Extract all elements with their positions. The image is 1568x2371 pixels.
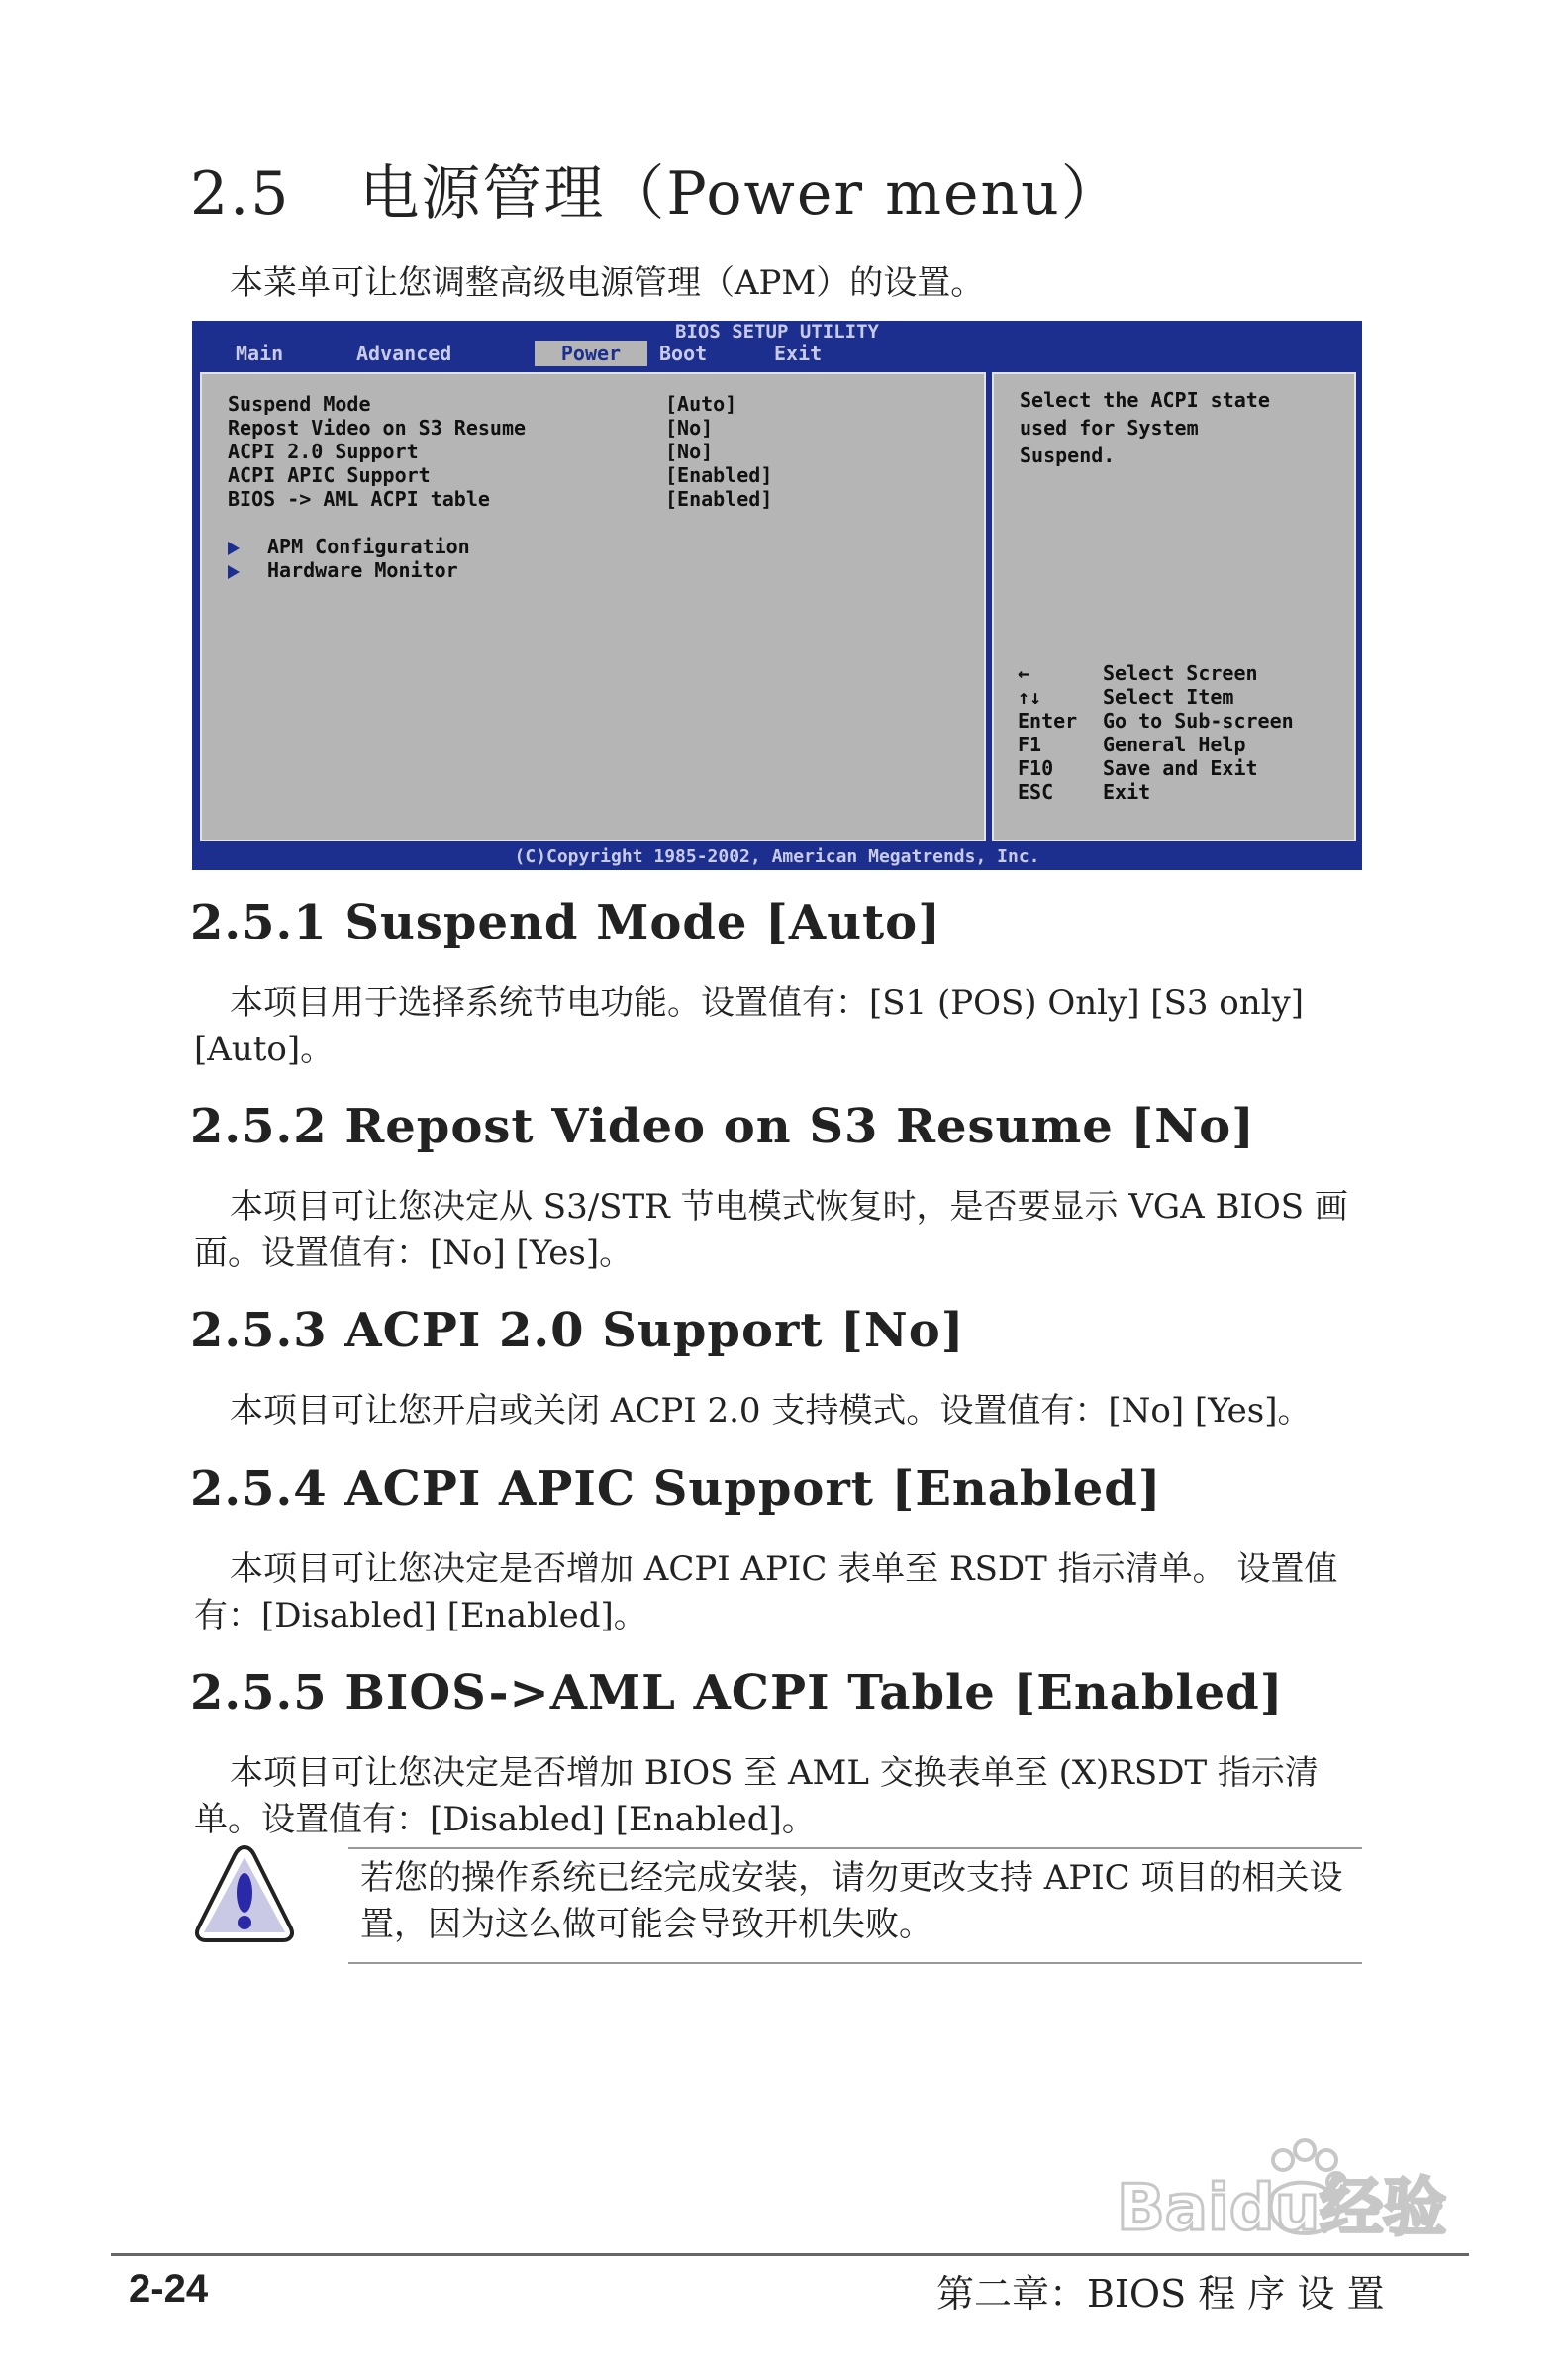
key-legend-row <box>1018 733 1246 756</box>
section-body-text: 本项目用于选择系统节电功能。设置值有：[S1 (POS) Only] [S3 only] [Auto]。 <box>194 983 1305 1069</box>
help-text-line: Suspend. <box>1020 444 1116 467</box>
note-divider-top <box>348 1847 1362 1849</box>
help-text-line: used for System <box>1020 416 1199 440</box>
key-legend-row <box>1018 780 1150 804</box>
section-body-text: 本项目可让您开启或关闭 ACPI 2.0 支持模式。设置值有：[No] [Yes]。 <box>230 1391 1312 1431</box>
key-legend-row <box>1018 756 1258 780</box>
tab-exit[interactable]: Exit <box>774 342 823 365</box>
section-body-2-5-3 <box>194 1388 1362 1434</box>
note-divider-bottom <box>348 1962 1362 1964</box>
key-legend-row <box>1018 661 1258 685</box>
key-up-down-arrow-icon: ↑↓ <box>1018 685 1042 709</box>
page-number: 2-24 <box>129 2267 209 2311</box>
help-text-line: Select the ACPI state <box>1020 388 1270 412</box>
setting-label: Repost Video on S3 Resume <box>228 416 527 440</box>
intro-text: 本菜单可让您调整高级电源管理（APM）的设置。 <box>230 263 985 303</box>
setting-value[interactable]: [No] <box>665 416 714 440</box>
bios-copyright: (C)Copyright 1985-2002, American Megatrends, Inc. <box>514 846 1040 867</box>
section-body-2-5-1 <box>194 980 1362 1073</box>
section-title-2-5-2: 2.5.2 Repost Video on S3 Resume [No] <box>190 1099 1255 1154</box>
submenu-item-hardware-monitor[interactable] <box>228 558 458 582</box>
triangle-right-icon <box>228 542 240 555</box>
key-action: Select Item <box>1103 685 1234 709</box>
bios-title: BIOS SETUP UTILITY <box>675 321 879 343</box>
submenu-item-apm[interactable] <box>228 535 470 558</box>
warning-icon <box>192 1841 297 1946</box>
setting-value[interactable]: [No] <box>665 440 714 463</box>
tab-boot[interactable]: Boot <box>659 342 708 365</box>
section-body-2-5-2 <box>194 1184 1362 1277</box>
key-name: F10 <box>1018 756 1054 780</box>
section-body-text: 本项目可让您决定是否增加 ACPI APIC 表单至 RSDT 指示清单。 设置值有：[Disabled] [Enabled]。 <box>194 1549 1338 1635</box>
setting-row[interactable] <box>228 392 737 416</box>
key-left-arrow-icon: ← <box>1018 661 1030 685</box>
key-name: ESC <box>1018 780 1054 804</box>
setting-label: BIOS -> AML ACPI table <box>228 487 490 511</box>
watermark-text: Baidu经验 <box>1117 2172 1447 2245</box>
submenu-label: Hardware Monitor <box>267 558 458 582</box>
section-title-2-5-1: 2.5.1 Suspend Mode [Auto] <box>190 895 941 950</box>
submenu-label: APM Configuration <box>267 535 470 558</box>
setting-row[interactable] <box>228 487 773 511</box>
key-action: Save and Exit <box>1103 756 1258 780</box>
section-title-2-5-3: 2.5.3 ACPI 2.0 Support [No] <box>190 1303 965 1358</box>
section-title-2-5-5: 2.5.5 BIOS->AML ACPI Table [Enabled] <box>190 1665 1284 1721</box>
setting-label: Suspend Mode <box>228 392 371 416</box>
key-legend-row <box>1018 685 1233 709</box>
bios-help-panel <box>990 370 1358 843</box>
heading-title: 电源管理（Power menu） <box>359 159 1123 229</box>
tab-advanced[interactable]: Advanced <box>356 342 452 365</box>
tab-power[interactable]: Power <box>535 341 647 366</box>
footer-rule <box>111 2253 1469 2256</box>
bios-settings-panel <box>198 370 988 843</box>
setting-label: ACPI APIC Support <box>228 463 431 487</box>
heading-number: 2.5 <box>190 159 291 229</box>
bios-screenshot <box>192 321 1362 870</box>
triangle-right-icon <box>228 565 240 579</box>
key-action: Exit <box>1103 780 1151 804</box>
setting-row[interactable] <box>228 416 714 440</box>
key-name: F1 <box>1018 733 1042 756</box>
page-heading <box>190 147 1123 232</box>
note-text: 若您的操作系统已经完成安装，请勿更改支持 APIC 项目的相关设置，因为这么做可能会导致开机失败。 <box>360 1858 1343 1944</box>
setting-row[interactable] <box>228 440 714 463</box>
tab-main[interactable]: Main <box>236 342 284 365</box>
setting-label: ACPI 2.0 Support <box>228 440 419 463</box>
key-action: Select Screen <box>1103 661 1258 685</box>
key-action: General Help <box>1103 733 1246 756</box>
setting-value[interactable]: [Enabled] <box>665 463 773 487</box>
setting-row[interactable] <box>228 463 773 487</box>
section-body-text: 本项目可让您决定是否增加 BIOS 至 AML 交换表单至 (X)RSDT 指示清单。设置值有：[Disabled] [Enabled]。 <box>194 1753 1319 1839</box>
key-action: Go to Sub-screen <box>1103 709 1294 733</box>
section-body-2-5-4 <box>194 1546 1362 1639</box>
bios-tab-bar <box>234 341 855 366</box>
key-legend-row <box>1018 709 1294 733</box>
section-body-2-5-5 <box>194 1750 1362 1843</box>
section-body-text: 本项目可让您决定从 S3/STR 节电模式恢复时，是否要显示 VGA BIOS 画面。设置值有：[No] [Yes]。 <box>194 1187 1348 1273</box>
setting-value[interactable]: [Auto] <box>665 392 737 416</box>
baidu-watermark-logo <box>1107 2138 1463 2257</box>
key-name: Enter <box>1018 709 1078 733</box>
chapter-title: 第二章：BIOS 程 序 设 置 <box>936 2272 1385 2316</box>
section-title-2-5-4: 2.5.4 ACPI APIC Support [Enabled] <box>190 1461 1162 1517</box>
setting-value[interactable]: [Enabled] <box>665 487 773 511</box>
